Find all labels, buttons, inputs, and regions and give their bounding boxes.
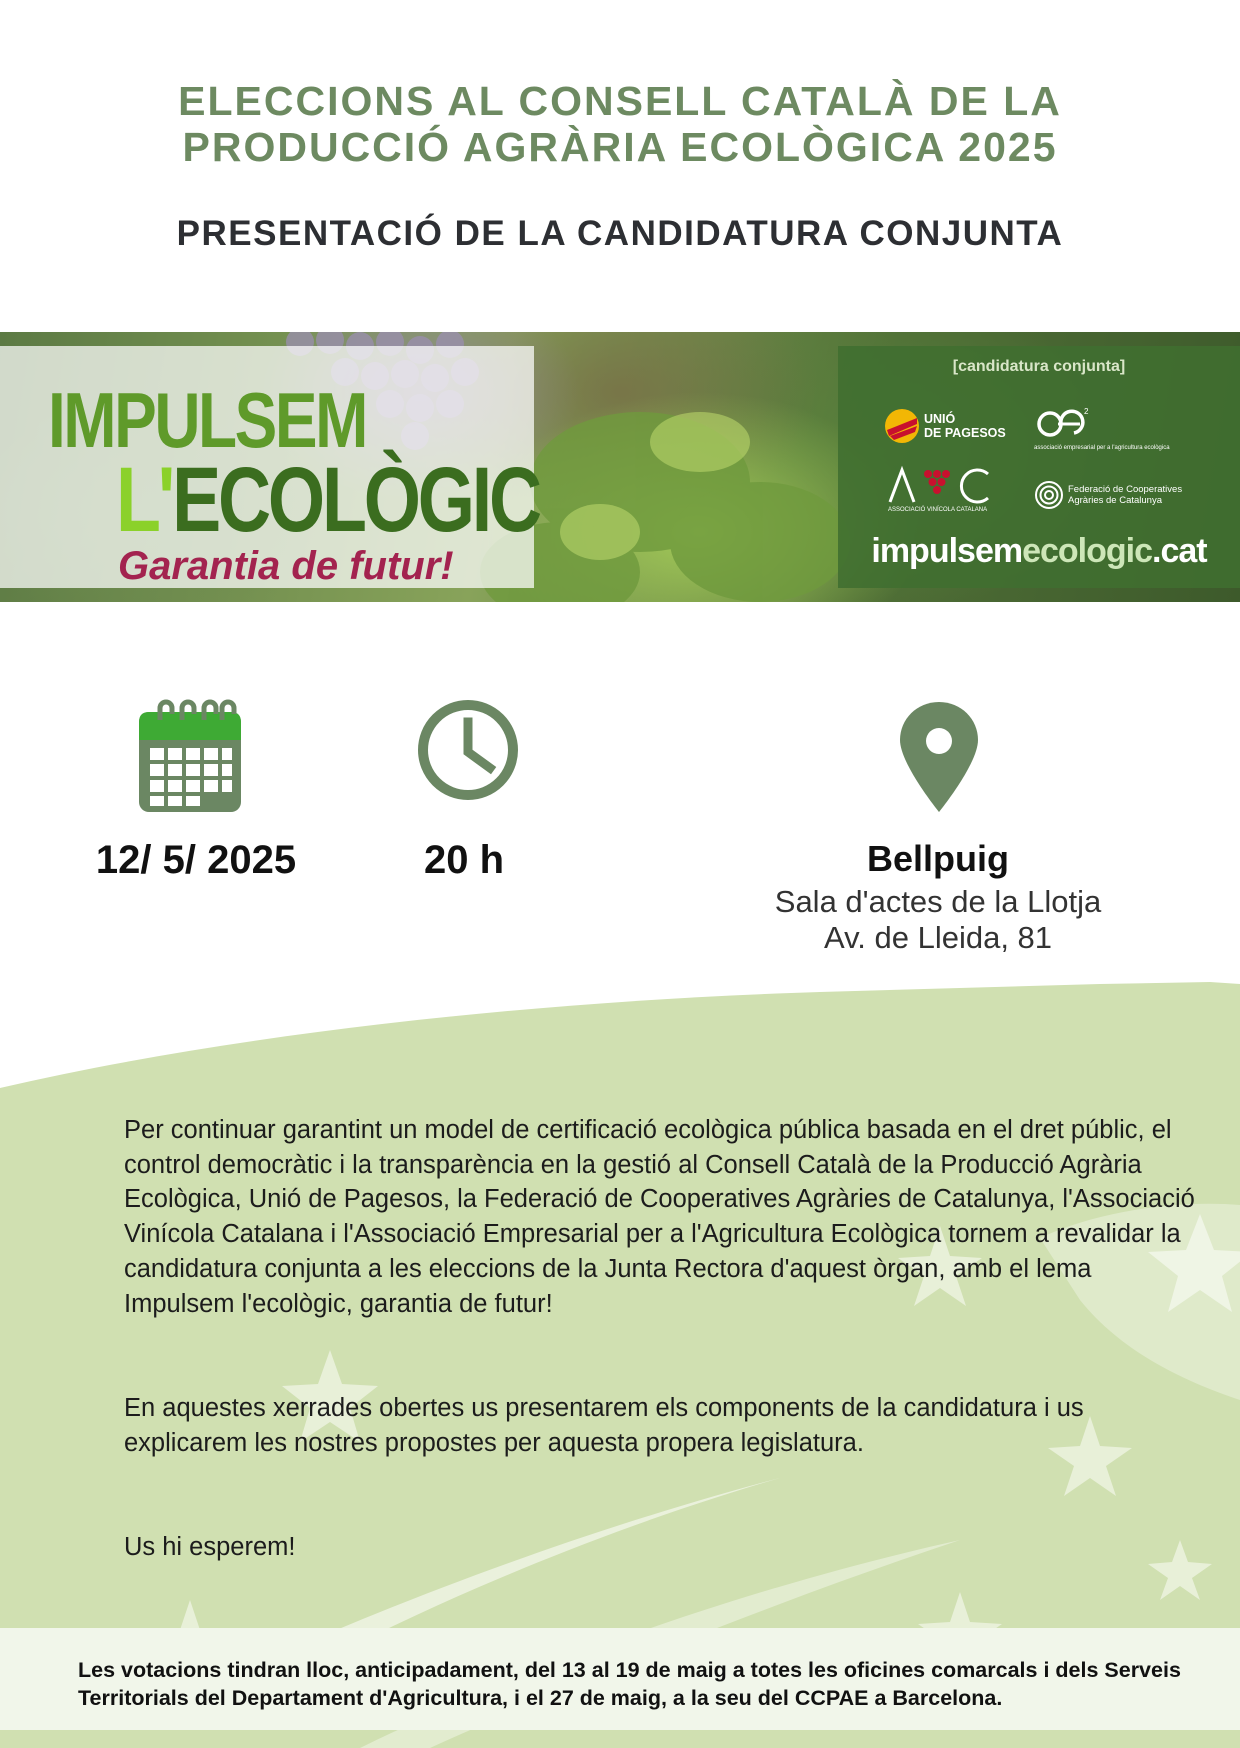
- website-part-2: ecologic: [1022, 532, 1153, 570]
- website-part-1: impulsem: [871, 532, 1023, 570]
- unio-line-1: UNIÓ: [924, 412, 956, 426]
- slogan-line-3: Garantia de futur!: [118, 544, 454, 588]
- slogan-line-1: IMPULSEM: [48, 376, 366, 464]
- candidacy-label: [candidatura conjunta]: [952, 358, 1126, 375]
- svg-text:2: 2: [1084, 407, 1089, 416]
- event-venue: Sala d'actes de la Llotja: [774, 884, 1102, 919]
- title-line-1: ELECCIONS AL CONSELL CATALÀ DE LA: [178, 78, 1062, 124]
- website-part-3: .cat: [1152, 532, 1207, 570]
- footer-note: Les votacions tindran lloc, anticipadament, del 13 al 19 de maig a totes les oficines comarcals i dels Serveis Territorials del Departament d'Agricultura, i el 27 de maig, a la seu del CCPAE a Barcelona.: [78, 1658, 1181, 1710]
- aae-caption: associació empresarial per a l'agricultura ecològica: [1034, 445, 1170, 451]
- event-date: 12/ 5/ 2025: [95, 838, 297, 882]
- fcac-line-2: Agràries de Catalunya: [1068, 495, 1162, 506]
- body-paragraph-2: En aquestes xerrades obertes us presentarem els components de la candidatura i us explicarem les nostres propostes per aquesta propera legislatura.: [124, 1394, 1084, 1457]
- slogan-accent: L': [116, 449, 173, 551]
- body-paragraph-3: Us hi esperem!: [124, 1533, 296, 1561]
- event-time: 20 h: [423, 838, 505, 882]
- event-city: Bellpuig: [867, 838, 1009, 879]
- fcac-line-1: Federació de Cooperatives: [1068, 484, 1183, 495]
- title-line-2: PRODUCCIÓ AGRÀRIA ECOLÒGICA 2025: [182, 124, 1058, 170]
- body-paragraph-1: Per continuar garantint un model de certificació ecològica pública basada en el dret públic, el control democràtic i la transparència en la gestió al Consell Català de la Producció Agrària Ecològica, Unió de Pagesos, la Federació de Cooperatives Agràries de Catalunya, l'Associació Vinícola Catalana i l'Associació Empresarial per a l'Agricultura Ecològica tornem a revalidar la candidatura conjunta a les eleccions de la Junta Rectora d'aquest òrgan, amb el lema Impulsem l'ecològic, garantia de futur!: [124, 1116, 1195, 1318]
- subtitle: PRESENTACIÓ DE LA CANDIDATURA CONJUNTA: [176, 214, 1064, 253]
- avc-caption: ASSOCIACIÓ VINÍCOLA CATALANA: [888, 507, 988, 513]
- unio-line-2: DE PAGESOS: [924, 426, 1006, 440]
- event-address: Av. de Lleida, 81: [823, 920, 1053, 955]
- slogan-word: ECOLÒGIC: [172, 449, 540, 551]
